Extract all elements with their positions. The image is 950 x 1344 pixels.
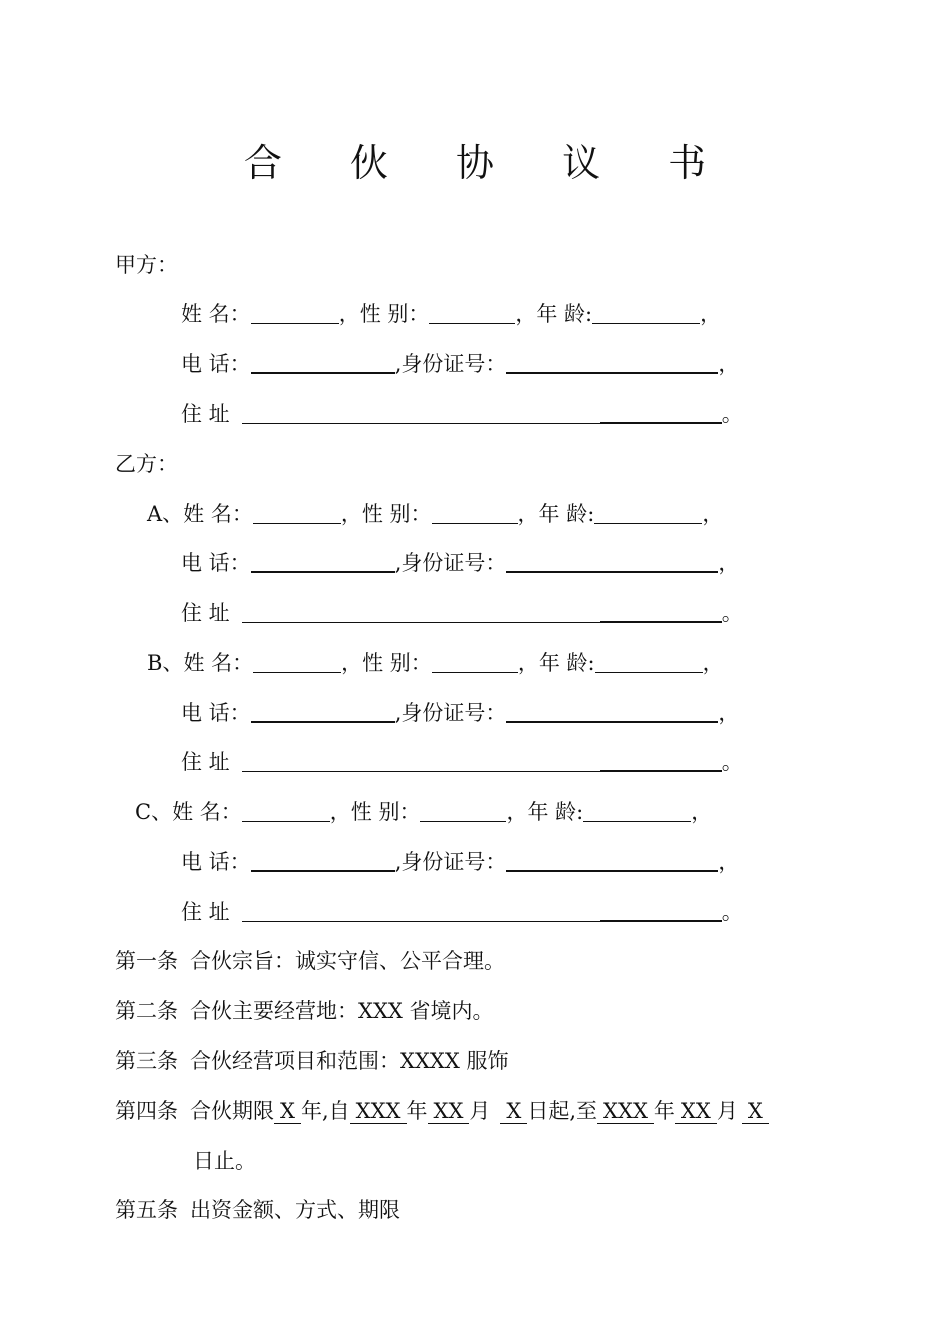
gender-blank[interactable] xyxy=(420,800,506,822)
id-blank[interactable] xyxy=(506,351,718,374)
phone-blank[interactable] xyxy=(251,351,395,374)
address-blank-2[interactable] xyxy=(600,401,722,424)
phone-blank[interactable] xyxy=(251,550,395,573)
member-b-phone-row: 电 话： ,身份证号： ， xyxy=(181,701,740,725)
party-a-address-row: 住 址 。 xyxy=(181,402,743,426)
party-a-phone-row: 电 话： ,身份证号： ， xyxy=(181,352,740,376)
article-2: 第二条 合伙主要经营地：XXX 省境内。 xyxy=(115,999,494,1023)
age-blank[interactable] xyxy=(592,302,700,324)
address-blank[interactable] xyxy=(242,402,600,424)
member-a-phone-row: 电 话： ,身份证号： ， xyxy=(181,551,740,575)
age-blank[interactable] xyxy=(583,800,691,822)
id-label: ,身份证号： xyxy=(394,352,507,376)
article-5: 第五条 出资金额、方式、期限 xyxy=(115,1198,400,1222)
name-label: 姓 名： xyxy=(181,302,251,326)
gender-blank[interactable] xyxy=(432,502,518,524)
age-label: 年 龄: xyxy=(536,302,593,326)
age-blank[interactable] xyxy=(595,651,703,673)
address-label: 住 址 xyxy=(181,402,230,426)
age-blank[interactable] xyxy=(594,502,702,524)
address-blank-2[interactable] xyxy=(600,899,722,922)
party-b-label: 乙方： xyxy=(115,452,178,476)
member-c-phone-row: 电 话： ,身份证号： ， xyxy=(181,850,740,874)
party-a-label: 甲方： xyxy=(115,253,178,277)
member-b-address-row: 住 址 。 xyxy=(181,750,743,774)
name-blank[interactable] xyxy=(251,302,339,324)
id-blank[interactable] xyxy=(506,700,718,723)
member-b-name-row: B、姓 名： ，性 别： ，年 龄: ， xyxy=(147,651,724,675)
address-blank-2[interactable] xyxy=(600,600,722,623)
member-c-name-row: C、姓 名： ，性 别： ，年 龄: ， xyxy=(135,800,713,824)
article-1: 第一条 合伙宗旨：诚实守信、公平合理。 xyxy=(115,949,505,973)
article-4: 第四条 合伙期限 X 年,自 XXX 年 XX 月 X 日起,至 XXX 年 XX 月 X xyxy=(115,1096,769,1126)
member-a-name-row: A、姓 名： ，性 别： ，年 龄: ， xyxy=(147,502,724,526)
address-blank[interactable] xyxy=(242,601,600,623)
article-3: 第三条 合伙经营项目和范围：XXXX 服饰 xyxy=(115,1049,509,1073)
name-blank[interactable] xyxy=(242,800,330,822)
name-blank[interactable] xyxy=(253,651,341,673)
phone-label: 电 话： xyxy=(181,352,251,376)
party-a-name-row: 姓 名： ，性 别： ，年 龄: ， xyxy=(181,302,722,326)
address-blank[interactable] xyxy=(242,900,600,922)
id-blank[interactable] xyxy=(506,849,718,872)
gender-label: 性 别： xyxy=(359,302,430,326)
gender-blank[interactable] xyxy=(429,302,515,324)
member-a-address-row: 住 址 。 xyxy=(181,601,743,625)
name-blank[interactable] xyxy=(253,502,341,524)
phone-blank[interactable] xyxy=(251,700,395,723)
phone-blank[interactable] xyxy=(251,849,395,872)
document-title: 合 伙 协 议 书 xyxy=(243,141,735,185)
id-blank[interactable] xyxy=(506,550,718,573)
gender-blank[interactable] xyxy=(432,651,518,673)
article-4-continued: 日止。 xyxy=(193,1149,256,1173)
address-blank-2[interactable] xyxy=(600,749,722,772)
address-blank[interactable] xyxy=(242,750,600,772)
member-c-address-row: 住 址 。 xyxy=(181,900,743,924)
